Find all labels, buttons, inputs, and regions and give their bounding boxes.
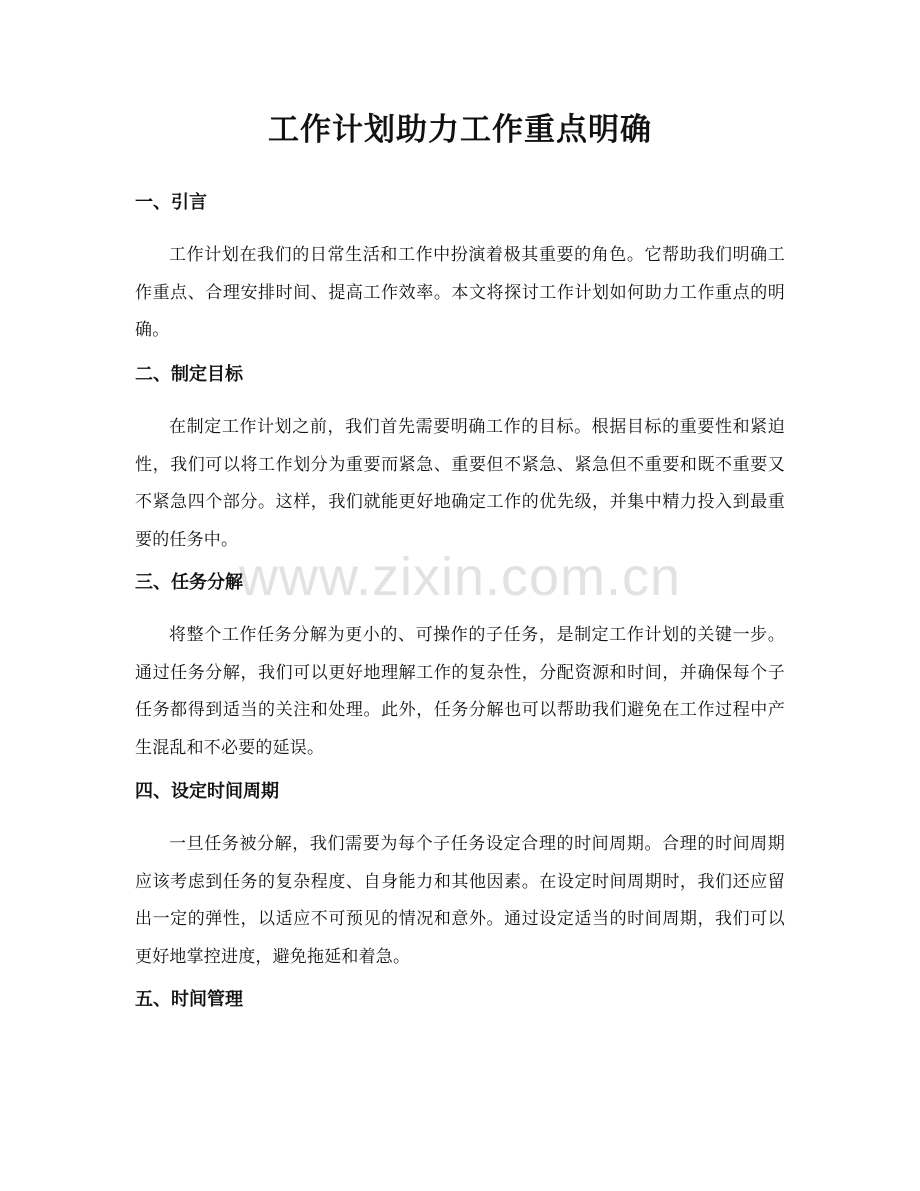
section-heading: 一、引言 xyxy=(135,192,207,213)
section-paragraph: 工作计划在我们的日常生活和工作中扮演着极其重要的角色。它帮助我们明确工作重点、合理安排时间、提高工作效率。本文将探讨工作计划如何助力工作重点的明确。 xyxy=(135,245,785,340)
section-introduction xyxy=(135,190,785,350)
section-time-management xyxy=(135,987,785,1013)
section-set-goals xyxy=(135,362,785,559)
section-paragraph: 将整个工作任务分解为更小的、可操作的子任务，是制定工作计划的关键一步。通过任务分解，我们可以更好地理解工作的复杂性，分配资源和时间，并确保每个子任务都得到适当的关注和处理。此外，任务分解也可以帮助我们避免在工作过程中产生混乱和不必要的延误。 xyxy=(135,625,785,758)
section-time-period xyxy=(135,779,785,976)
section-heading: 二、制定目标 xyxy=(135,364,243,385)
section-task-breakdown xyxy=(135,570,785,767)
section-paragraph: 一旦任务被分解，我们需要为每个子任务设定合理的时间周期。合理的时间周期应该考虑到任务的复杂程度、自身能力和其他因素。在设定时间周期时，我们还应留出一定的弹性，以适应不可预见的情况和意外。通过设定适当的时间周期，我们可以更好地掌控进度，避免拖延和着急。 xyxy=(135,834,785,967)
section-paragraph: 在制定工作计划之前，我们首先需要明确工作的目标。根据目标的重要性和紧迫性，我们可以将工作划分为重要而紧急、重要但不紧急、紧急但不重要和既不重要又不紧急四个部分。这样，我们就能更好地确定工作的优先级，并集中精力投入到最重要的任务中。 xyxy=(135,417,785,550)
section-heading: 三、任务分解 xyxy=(135,572,243,593)
document-title: 工作计划助力工作重点明确 xyxy=(268,112,652,148)
watermark: www.zixin.com.cn xyxy=(238,547,682,607)
section-heading: 五、时间管理 xyxy=(135,989,243,1010)
section-heading: 四、设定时间周期 xyxy=(135,781,279,802)
